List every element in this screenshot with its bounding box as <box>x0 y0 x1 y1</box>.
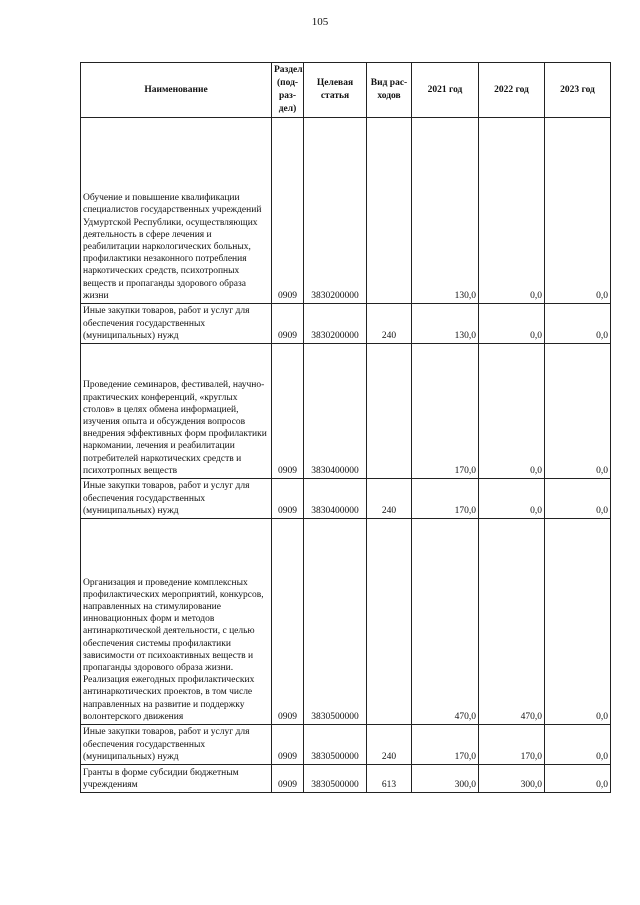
row-name: Проведение семинаров, фестивалей, научно-практических конференций, «круглых столов» в целях обмена информацией, изучения опыта и обсуждения вопросов внедрения эффективных форм профилактики наркомании, лечения и реабилитации потребителей наркотических средств и психотропных веществ <box>81 344 272 479</box>
row-target: 3830400000 <box>304 479 367 519</box>
row-2022: 470,0 <box>479 519 545 725</box>
row-name: Иные закупки товаров, работ и услуг для обеспечения государственных (муниципальных) нужд <box>81 725 272 765</box>
table-row <box>81 344 611 479</box>
row-name: Иные закупки товаров, работ и услуг для обеспечения государственных (муниципальных) нужд <box>81 479 272 519</box>
row-2023: 0,0 <box>545 479 611 519</box>
row-section: 0909 <box>272 765 304 793</box>
header-2023: 2023 год <box>545 63 611 118</box>
table-row <box>81 725 611 765</box>
row-2021: 130,0 <box>412 304 479 344</box>
row-expense-type: 240 <box>367 479 412 519</box>
row-target: 3830500000 <box>304 725 367 765</box>
row-section: 0909 <box>272 344 304 479</box>
row-expense-type <box>367 519 412 725</box>
row-expense-type <box>367 118 412 304</box>
table-row <box>81 479 611 519</box>
row-target: 3830500000 <box>304 519 367 725</box>
row-2021: 170,0 <box>412 479 479 519</box>
row-name: Организация и проведение комплексных профилактических мероприятий, конкурсов, направленных на стимулирование инновационных форм и методов антинаркотической деятельности, с целью обеспечения системы профилактики зависимости от психоактивных веществ и пропаганды здорового образа жизни. Реализация ежегодных профилактических антинаркотических проектов, в том числе направленных на развитие и поддержку волонтерского движения <box>81 519 272 725</box>
budget-table <box>80 62 611 793</box>
row-2021: 300,0 <box>412 765 479 793</box>
row-target: 3830400000 <box>304 344 367 479</box>
row-2023: 0,0 <box>545 118 611 304</box>
table-row <box>81 118 611 304</box>
row-section: 0909 <box>272 519 304 725</box>
page-number: 105 <box>311 16 329 28</box>
row-section: 0909 <box>272 118 304 304</box>
row-expense-type: 613 <box>367 765 412 793</box>
row-2021: 130,0 <box>412 118 479 304</box>
row-2021: 170,0 <box>412 344 479 479</box>
row-expense-type: 240 <box>367 304 412 344</box>
row-2023: 0,0 <box>545 765 611 793</box>
header-2022: 2022 год <box>479 63 545 118</box>
row-name: Обучение и повышение квалификации специалистов государственных учреждений Удмуртской Республики, осуществляющих деятельность в сфере лечения и реабилитации наркологических больных, профилактики незаконного потребления наркотических средств, психотропных веществ и пропаганды здорового образа жизни <box>81 118 272 304</box>
row-name: Иные закупки товаров, работ и услуг для обеспечения государственных (муниципальных) нужд <box>81 304 272 344</box>
header-target: Целевая статья <box>304 63 367 118</box>
header-name: Наименование <box>81 63 272 118</box>
row-name: Гранты в форме субсидии бюджетным учреждениям <box>81 765 272 793</box>
row-2022: 0,0 <box>479 344 545 479</box>
row-section: 0909 <box>272 725 304 765</box>
row-2022: 170,0 <box>479 725 545 765</box>
row-2023: 0,0 <box>545 519 611 725</box>
table-row <box>81 304 611 344</box>
header-expense-type: Вид рас-ходов <box>367 63 412 118</box>
row-target: 3830500000 <box>304 765 367 793</box>
header-2021: 2021 год <box>412 63 479 118</box>
row-2021: 470,0 <box>412 519 479 725</box>
row-section: 0909 <box>272 479 304 519</box>
header-section: Раздел (под-раз-дел) <box>272 63 304 118</box>
row-2022: 300,0 <box>479 765 545 793</box>
row-section: 0909 <box>272 304 304 344</box>
row-2022: 0,0 <box>479 304 545 344</box>
row-2023: 0,0 <box>545 304 611 344</box>
row-target: 3830200000 <box>304 304 367 344</box>
table-header-row <box>81 63 611 118</box>
row-target: 3830200000 <box>304 118 367 304</box>
row-2021: 170,0 <box>412 725 479 765</box>
row-expense-type <box>367 344 412 479</box>
row-expense-type: 240 <box>367 725 412 765</box>
table-row <box>81 519 611 725</box>
row-2023: 0,0 <box>545 344 611 479</box>
table-row <box>81 765 611 793</box>
row-2022: 0,0 <box>479 118 545 304</box>
row-2022: 0,0 <box>479 479 545 519</box>
row-2023: 0,0 <box>545 725 611 765</box>
